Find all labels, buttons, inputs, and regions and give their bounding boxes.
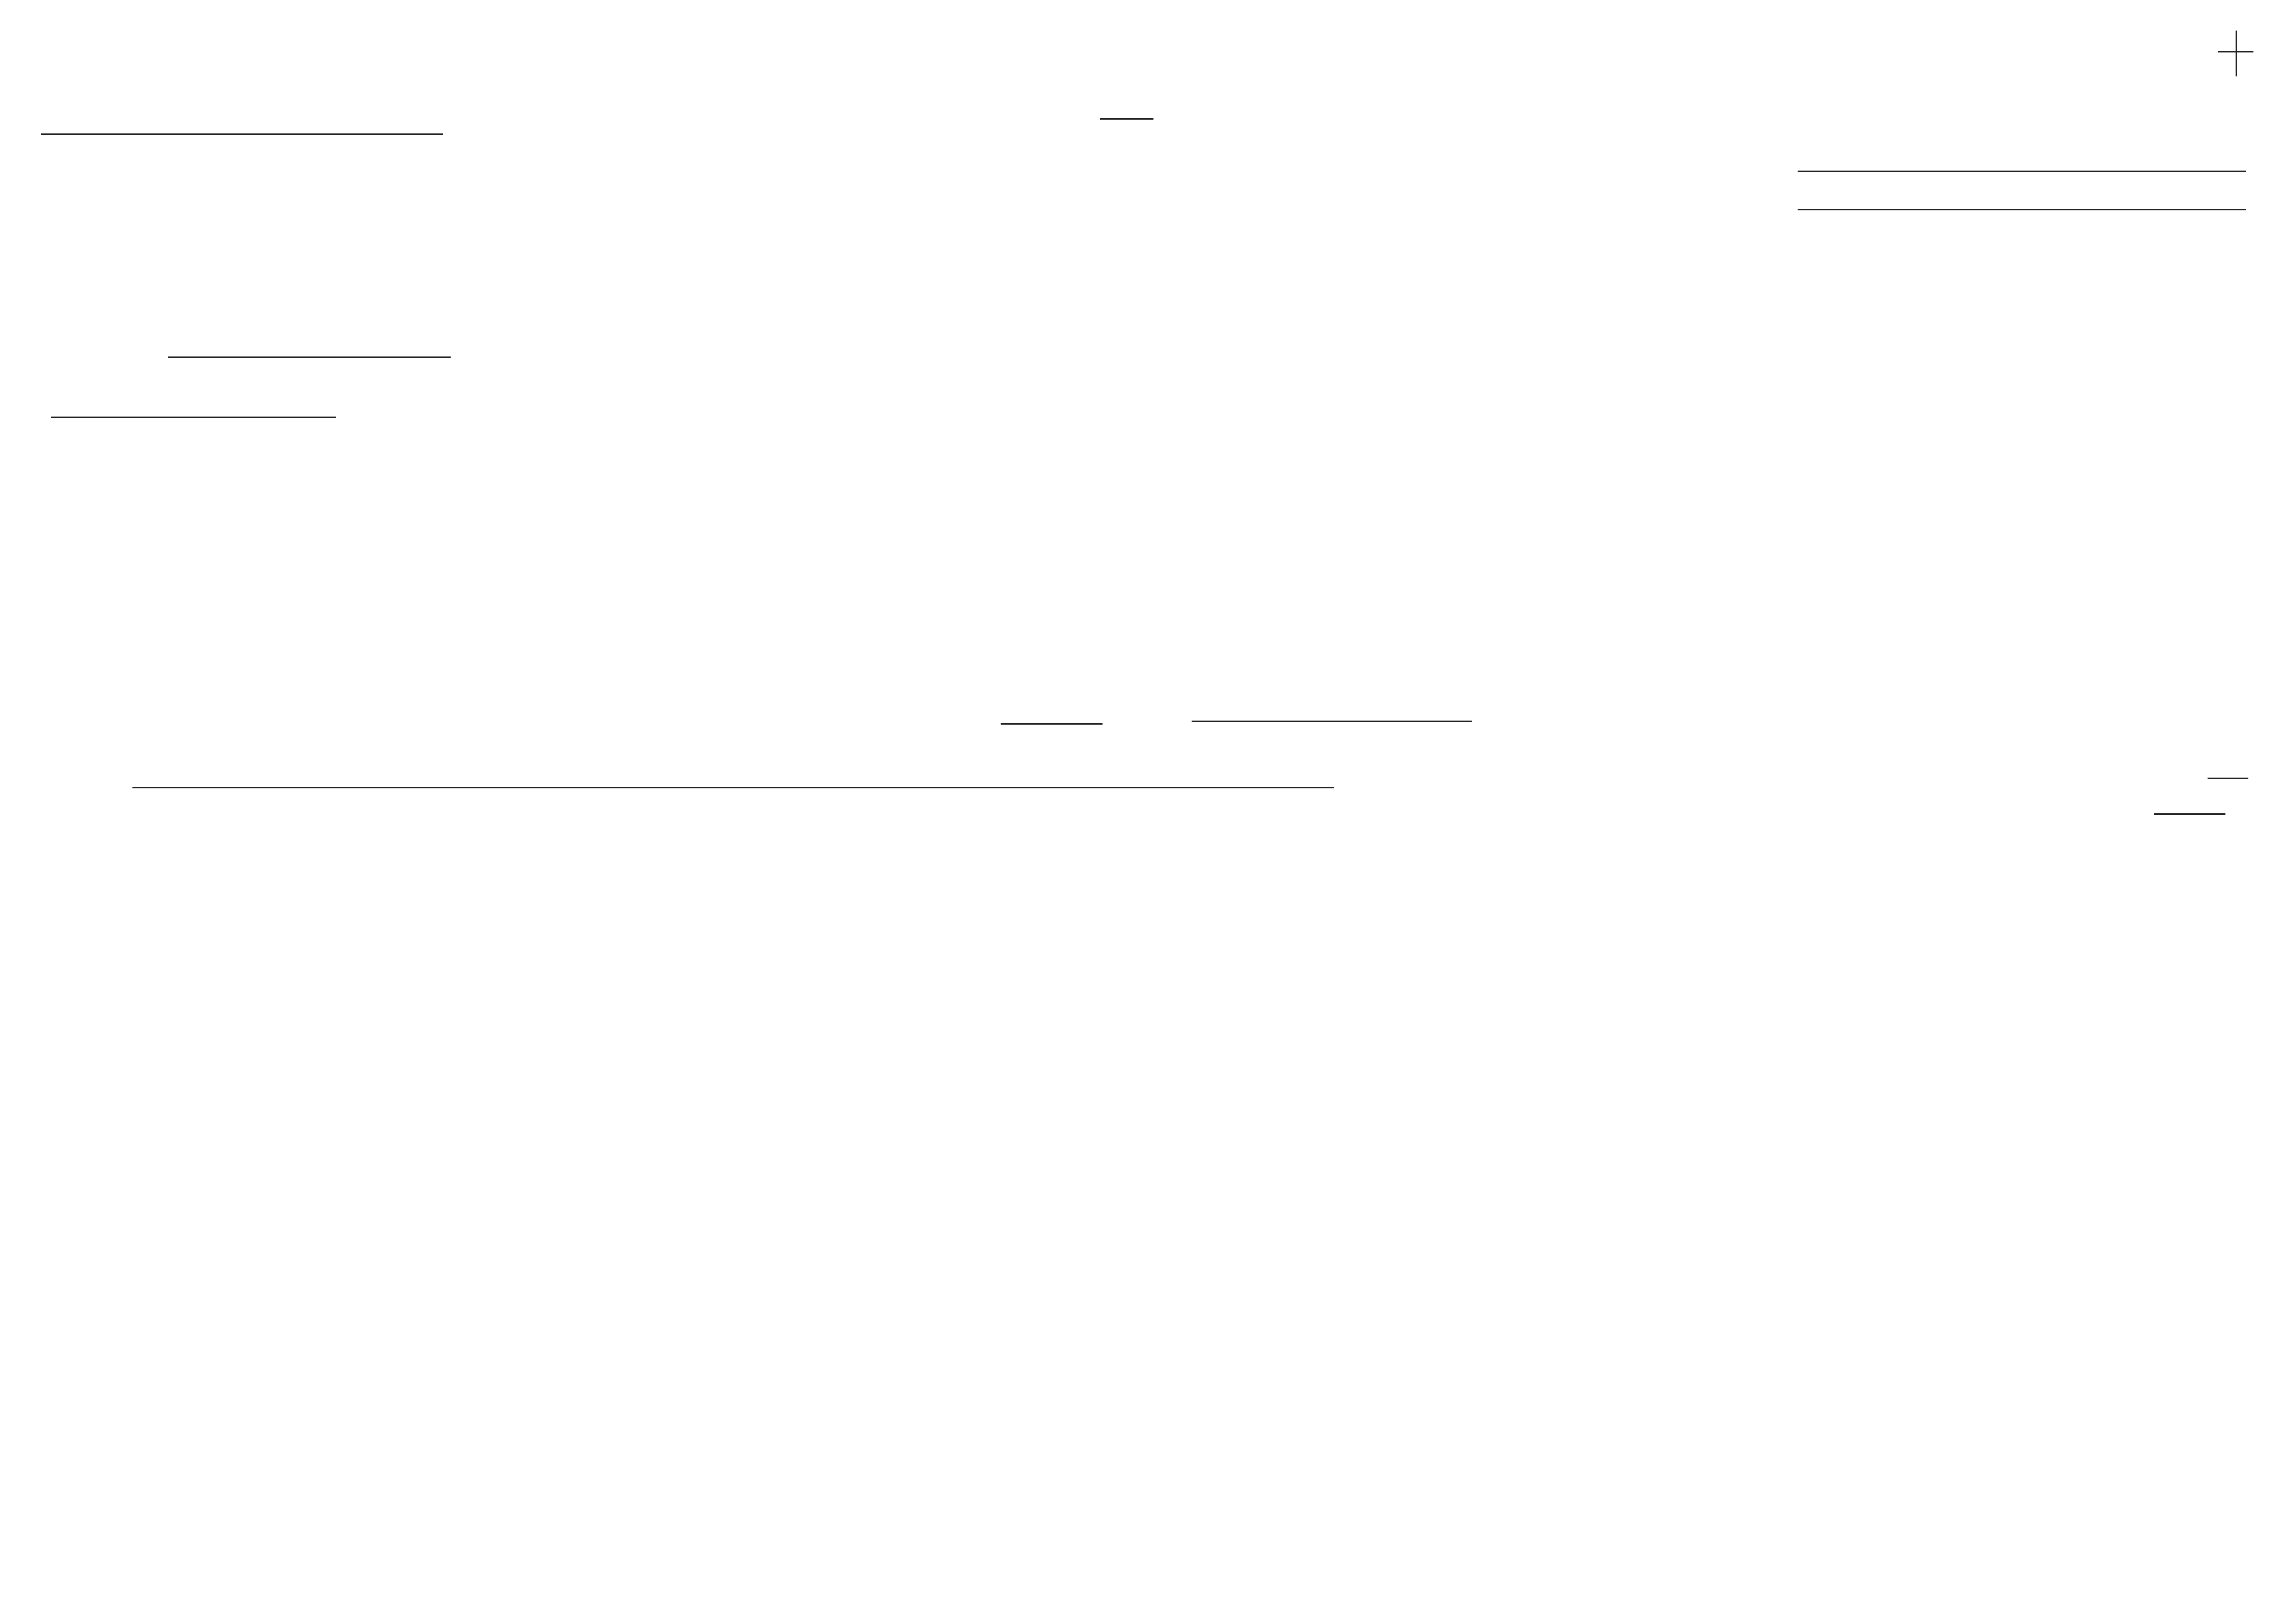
doc-code-underline bbox=[41, 133, 443, 135]
spec-number-underline bbox=[1001, 723, 1103, 725]
title-date-line bbox=[1192, 721, 1472, 722]
spec-subject-line bbox=[132, 787, 1334, 788]
chief-signature-line bbox=[168, 356, 451, 358]
approve-date-line bbox=[51, 417, 336, 418]
page-number-underline bbox=[1100, 118, 1153, 120]
total-sheets-line bbox=[2208, 778, 2248, 779]
codes-line-1 bbox=[1798, 171, 2246, 172]
sheet-line bbox=[2154, 813, 2225, 815]
corner-mark-v bbox=[2236, 31, 2237, 76]
codes-line-2 bbox=[1798, 209, 2246, 210]
